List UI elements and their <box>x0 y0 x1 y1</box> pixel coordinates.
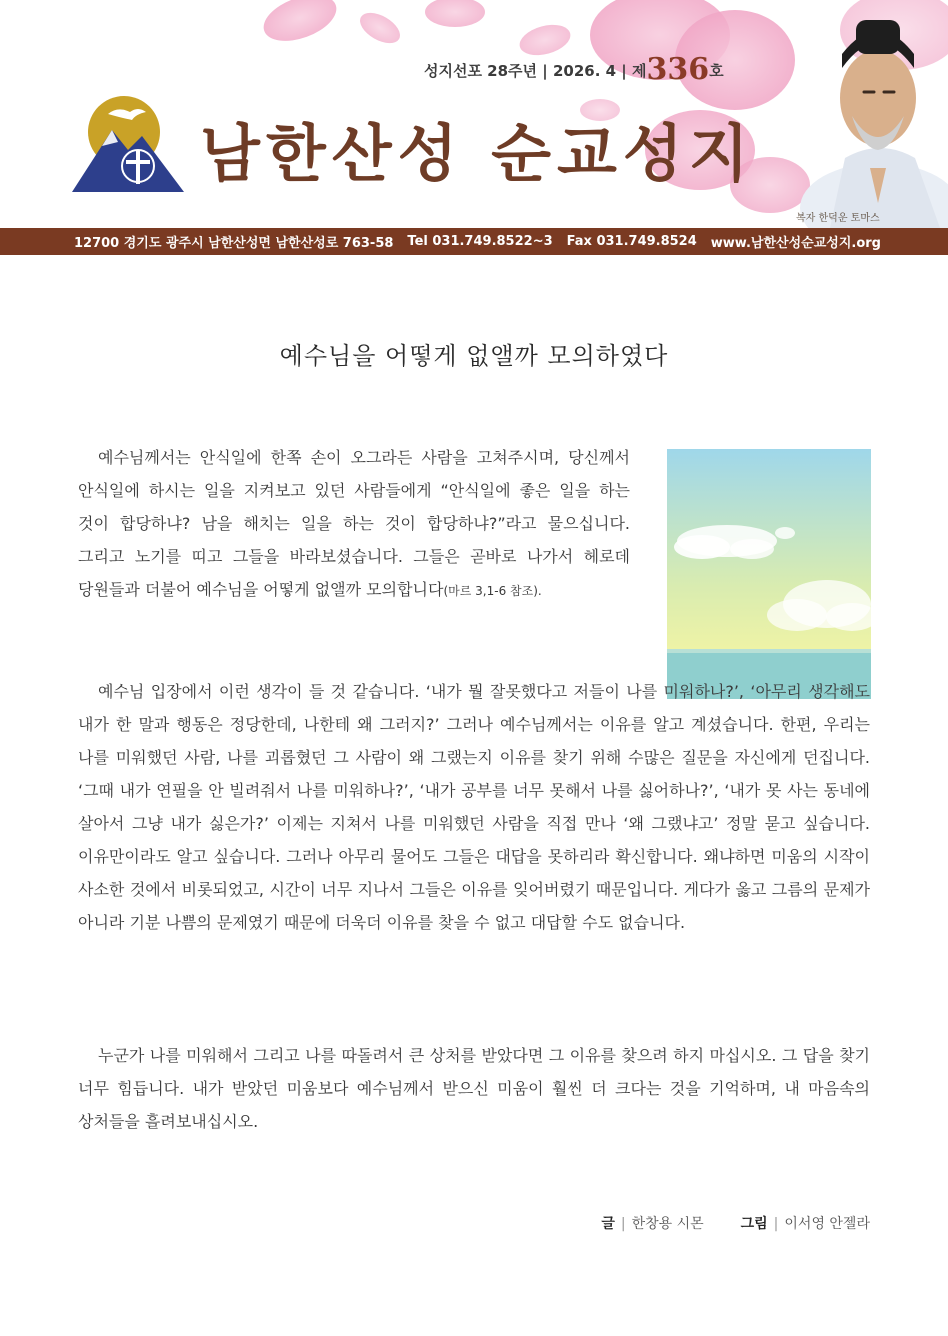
issue-number: 336 <box>646 52 710 87</box>
issue-suffix: 호 <box>709 62 724 80</box>
artist-name: 이서영 안젤라 <box>784 1216 870 1232</box>
credits: 글 | 한창용 시몬 그림 | 이서영 안젤라 <box>601 1216 870 1232</box>
portrait-caption: 복자 한덕운 토마스 <box>796 213 880 224</box>
artist-label: 그림 <box>740 1216 768 1232</box>
article-paragraph-1 <box>78 441 630 608</box>
sky-sea-illustration <box>667 449 871 699</box>
shrine-logo-icon <box>68 92 188 196</box>
article-paragraph-2: 예수님 입장에서 이런 생각이 들 것 같습니다. ‘내가 뭘 잘못했다고 저들이 나를 미워하나?’, ‘아무리 생각해도 내가 한 말과 행동은 정당한데, 나한테 왜 그러지?’ 그러나 예수님께서는 이유를 알고 계셨습니다. 한편, 우리는 나를 미워했던 사람, 나를 괴롭혔던 그 사람이 왜 그랬는지 이유를 찾기 위해 수많은 질문을 자신에게 던집니다. ‘그때 내가 연필을 안 빌려줘서 나를 미워하나?’, ‘내가 공부를 너무 못해서 나를 싫어하나?’, ‘내가 못 사는 동네에 살아서 그냥 내가 싫은가?’ 이제는 지쳐서 나를 미워했던 사람을 직접 만나 ‘왜 그랬냐고’ 정말 묻고 싶습니다. 이유만이라도 알고 싶습니다. 그러나 아무리 물어도 그들은 대답을 못하리라 확신합니다. 왜냐하면 미움의 시작이 사소한 것에서 비롯되었고, 시간이 너무 지나서 그들은 이유를 잊어버렸기 때문입니다. 게다가 옳고 그름의 문제가 아니라 기분 나쁨의 문제였기 때문에 더욱더 이유를 찾을 수 없고 대답할 수도 없습니다. <box>78 682 870 932</box>
website-link[interactable]: www.남한산성순교성지.org <box>710 236 881 251</box>
newsletter-header <box>0 0 948 256</box>
issue-prefix: 성지선포 28주년 | 2026. 4 | 제 <box>424 62 647 80</box>
paragraph-1-text: 예수님께서는 안식일에 한쪽 손이 오그라든 사람을 고쳐주시며, 당신께서 안식일에 하시는 일을 지켜보고 있던 사람들에게 “안식일에 좋은 일을 하는 것이 합당하냐? 남을 해치는 일을 하는 것이 합당하냐?”라고 물으십니다. 그리고 노기를 띠고 그들을 바라보셨습니다. 그들은 곧바로 나가서 헤로데 당원들과 더불어 예수님을 어떻게 없앨까 모의합니다 <box>78 448 630 599</box>
fax-text: Fax 031.749.8524 <box>566 234 697 249</box>
writer-name: 한창용 시몬 <box>631 1216 704 1232</box>
tel-text: Tel 031.749.8522~3 <box>407 234 553 249</box>
scripture-reference: (마르 3,1-6 참조). <box>443 584 542 598</box>
article-title: 예수님을 어떻게 없앨까 모의하였다 <box>279 342 669 370</box>
article-paragraph-3: 누군가 나를 미워해서 그리고 나를 따돌려서 큰 상처를 받았다면 그 이유를 찾으려 하지 마십시오. 그 답을 찾기 너무 힘듭니다. 내가 받았던 미움보다 예수님께서 받으신 미움이 훨씬 더 크다는 것을 기억하며, 내 마음속의 상처들을 흘려보내십시오. <box>78 1046 870 1131</box>
blessed-portrait-illustration <box>790 8 948 228</box>
masthead-title: 남한산성 순교성지 <box>200 117 755 190</box>
issue-info <box>424 52 724 87</box>
address-text: 12700 경기도 광주시 남한산성면 남한산성로 763-58 <box>74 236 394 251</box>
writer-label: 글 <box>601 1216 615 1232</box>
contact-bar <box>0 228 948 255</box>
